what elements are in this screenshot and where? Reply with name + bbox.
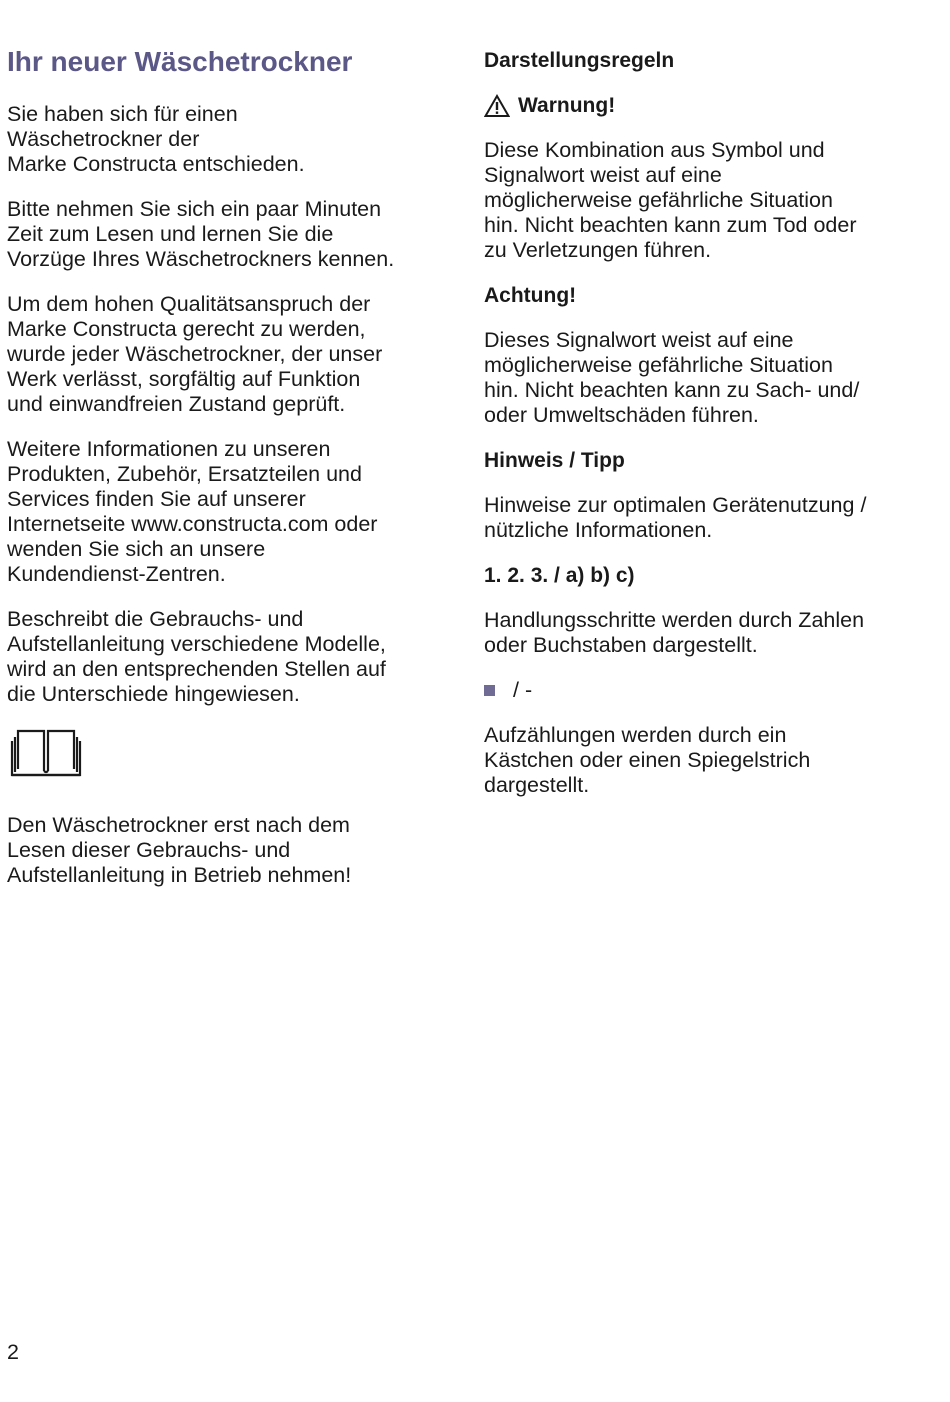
models-paragraph: Beschreibt die Gebrauchs- und Aufstellanleitung verschiedene Modelle, wird an den entsprechenden Stellen auf die Unterschiede hingewiesen. <box>7 607 386 706</box>
steps-heading: 1. 2. 3. / a) b) c) <box>484 564 635 587</box>
open-book-icon <box>10 727 82 779</box>
caution-text: Dieses Signalwort weist auf eine möglicherweise gefährliche Situation hin. Nicht beachten kann zu Sach- und/ oder Umweltschäden führen. <box>484 328 860 427</box>
list-symbol-label: / - <box>513 678 533 702</box>
conventions-heading: Darstellungsregeln <box>484 49 675 72</box>
right-column <box>484 44 924 818</box>
square-bullet-icon <box>484 685 495 696</box>
note-text: Hinweise zur optimalen Gerätenutzung / nützliche Informationen. <box>484 493 867 542</box>
left-column <box>7 44 452 908</box>
warning-text: Diese Kombination aus Symbol und Signalwort weist auf eine möglicherweise gefährliche Situation hin. Nicht beachten kann zum Tod oder zu Verletzungen führen. <box>484 138 857 262</box>
page-title: Ihr neuer Wäschetrockner <box>7 46 353 77</box>
steps-text: Handlungsschritte werden durch Zahlen oder Buchstaben dargestellt. <box>484 608 865 657</box>
caution-heading: Achtung! <box>484 284 577 307</box>
info-paragraph: Weitere Informationen zu unseren Produkten, Zubehör, Ersatzteilen und Services finden Sie auf unserer Internetseite www.constructa.com oder wenden Sie sich an unsere Kundendienst-Zentren. <box>7 437 378 586</box>
warning-heading <box>484 93 924 118</box>
note-heading: Hinweis / Tipp <box>484 449 625 472</box>
intro-paragraph: Sie haben sich für einen Wäschetrockner der Marke Constructa entschieden. <box>7 102 305 176</box>
page-number: 2 <box>7 1340 19 1364</box>
warning-label: Warnung! <box>518 94 616 117</box>
reading-paragraph: Bitte nehmen Sie sich ein paar Minuten Zeit zum Lesen und lernen Sie die Vorzüge Ihres Wäschetrockners kennen. <box>7 197 395 271</box>
closing-paragraph: Den Wäschetrockner erst nach dem Lesen dieser Gebrauchs- und Aufstellanleitung in Betrieb nehmen! <box>7 813 352 887</box>
warning-triangle-icon <box>484 94 510 118</box>
list-text: Aufzählungen werden durch ein Kästchen oder einen Spiegelstrich dargestellt. <box>484 723 811 797</box>
quality-paragraph: Um dem hohen Qualitätsanspruch der Marke Constructa gerecht zu werden, wurde jeder Wäschetrockner, der unser Werk verlässt, sorgfältig auf Funktion und einwandfreien Zustand geprüft. <box>7 292 383 416</box>
list-symbol-row <box>484 678 924 703</box>
